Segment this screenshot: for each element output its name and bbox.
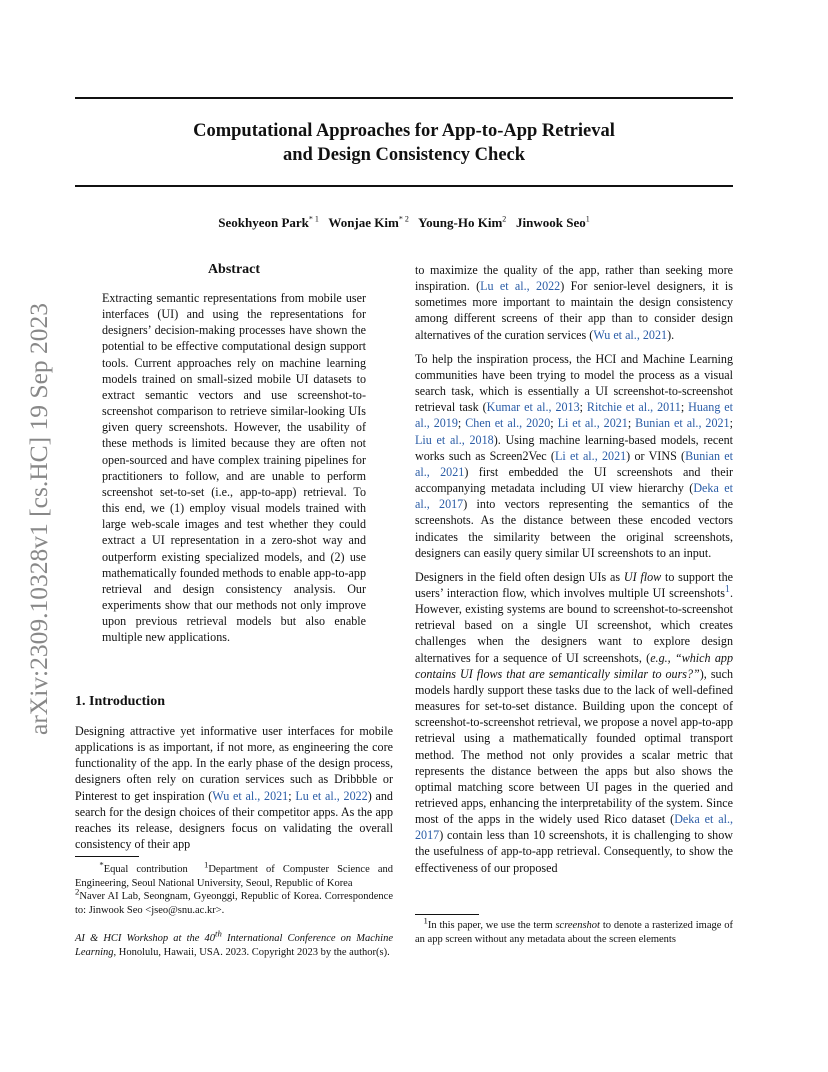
footnote-mark: 2 — [75, 886, 80, 897]
citation-link[interactable]: Bunian et al., 2021 — [415, 448, 733, 479]
right-column — [415, 262, 733, 876]
author-affiliation-mark: * 2 — [398, 214, 409, 224]
section-heading-introduction: 1. Introduction — [75, 694, 165, 709]
author-name: Jinwook Seo — [516, 215, 586, 230]
author-name: Young-Ho Kim — [418, 215, 503, 230]
citation-separator: ; — [288, 788, 296, 803]
citation-link[interactable]: Bunian et al., 2021 — [635, 416, 730, 431]
citation-link[interactable]: Deka et al., 2017 — [415, 481, 733, 512]
footnote-mark: * — [99, 859, 104, 870]
title-line-1: Computational Approaches for App-to-App Retrieval — [193, 121, 615, 141]
workshop-note — [75, 928, 393, 959]
citation-link[interactable]: Wu et al., 2021 — [593, 327, 668, 342]
intro-text-run: Designing attractive yet informative user interfaces for mobile applications is as important, if not more, as engineering the core functionality of the app. In the early phase of the design process, designers often rely on curation services such as Dribbble or Pinterest to get inspiration ( — [75, 724, 393, 803]
citation-link[interactable]: Chen et al., 2020 — [465, 416, 551, 431]
author-affiliation-mark: * 1 — [308, 214, 319, 224]
footnote-mark: 1 — [203, 859, 209, 870]
top-rule — [75, 97, 733, 99]
citation-link[interactable]: Liu et al., 2018 — [415, 432, 494, 447]
citation-link[interactable]: Li et al., 2021 — [557, 416, 628, 431]
citation-link[interactable]: Huang et al., 2019 — [415, 400, 734, 431]
intro-text-run: ) and search for the design choices of their competitor apps. As the app reaches its release, designers focus on validating the overall consistency of their app — [75, 788, 393, 852]
footnote-link[interactable]: 1 — [724, 583, 730, 595]
author-name: Wonjae Kim — [328, 215, 399, 230]
footnote-divider — [75, 856, 139, 857]
body-paragraph: To help the inspiration process, the HCI and Machine Learning communities have been trying to model the process as a visual search task, which is essentially a UI screenshot-to-screenshot retrieval task (Kumar et al., 2013; Ritchie et al., 2011; Huang et al., 2019; Chen et al., 2020; Li et al., 2021; Bunian et al., 2021; Liu et al., 2018). Using machine learning-based models, recent works such as Screen2Vec (Li et al., 2021) or VINS (Bunian et al., 2021) first embedded the UI screenshots and their accompanying metadata including UI view hierarchy (Deka et al., 2017) into vectors representing the semantics of the screenshots. As the distance between these encoded vectors indicates the similarity between the original screenshots, designers can easily query similar UI screenshots to an input. — [415, 351, 734, 560]
citation-link[interactable]: Lu et al., 2022 — [295, 788, 368, 803]
citation-link[interactable]: Ritchie et al., 2011 — [586, 400, 681, 415]
footnote-mark: 1 — [423, 915, 428, 926]
title-bottom-rule — [75, 185, 733, 187]
citation-link[interactable]: Wu et al., 2021 — [212, 788, 289, 803]
citation-link[interactable]: Deka et al., 2017 — [415, 812, 733, 843]
citation-link[interactable]: Lu et al., 2022 — [480, 279, 561, 294]
workshop-location: , Honolulu, Hawaii, USA. 2023. Copyright 2023 by the author(s). — [113, 946, 390, 958]
author-name: Seokhyeon Park — [218, 215, 309, 230]
body-paragraph: Designers in the field often design UIs as UI flow to support the users’ interaction flow, which involves multiple UI screenshots$^1$. However, existing systems are bound to screenshot-to-screenshot retrieval based on a single UI screenshot, which creates challenges when the designers want to explore design alternatives for a sequence of UI screenshots, (e.g., “which app contains UI flows that are semantically similar to ours?”), such models hardly support these tasks due to the lack of well-defined measures for set-to-set distance. Building upon the concept of screenshot-to-screenshot retrieval, we propose a novel app-to-app retrieval using a mathematically founded optimal transport method. The method not only provides a scalar metric that represents the distance between the apps but also shows the optimal matching score between UI pages in the queried and retrieved apps, enhancing the interpretability of the system. Since most of the apps in the widely used Rico dataset (Deka et al., 2017) contain less than 10 screenshots, it is challenging to show the usefulness of app-to-app retrieval. Consequently, to show the effectiveness of our proposed — [415, 569, 734, 875]
footnote-affiliation-1: Department of Compuster Science and Engineering, Seoul National University, Seoul, Republic of Korea — [75, 864, 394, 889]
author-affiliation-mark: 2 — [502, 214, 507, 224]
paper-title — [75, 119, 733, 167]
abstract-heading: Abstract — [207, 262, 261, 277]
footnote-equal-contribution: Equal contribution — [103, 864, 188, 875]
citation-link[interactable]: Kumar et al., 2013 — [486, 400, 580, 415]
screenshot-footnote: $^1$In this paper, we use the term screenshot to denote a rasterized image of an app screen without any metadata about the screen elements — [415, 915, 733, 945]
author-list — [75, 214, 733, 232]
workshop-venue: AI & HCI Workshop at the 40th International Conference on Machine Learning — [75, 928, 393, 958]
footnote-affiliation-2: Naver AI Lab, Seongnam, Gyeonggi, Republic of Korea. Correspondence to: Jinwook Seo <jseo@snu.ac.kr>. — [75, 891, 393, 916]
body-paragraph: to maximize the quality of the app, rather than seeking more inspiration. (Lu et al., 2022) For senior-level designers, it is sometimes more important to maintain the design consistency among different screens of their app than to consider design alternatives of the curation services (Wu et al., 2021). — [415, 263, 733, 342]
citation-link[interactable]: Li et al., 2021 — [554, 448, 627, 463]
arxiv-identifier: arXiv:2309.10328v1 [cs.HC] 19 Sep 2023 — [24, 302, 53, 735]
intro-paragraph — [75, 723, 393, 852]
affiliation-footnote — [75, 859, 394, 917]
abstract-text: Extracting semantic representations from mobile user interfaces (UI) and using the representations for designers’ decision-making processes have shown the potential to be effective computational design support tools. Current approaches rely on machine learning models trained on small-sized mobile UI datasets to extract semantic vectors and use screenshot-to-screenshot comparison to retrieve similar-looking UIs given query screenshots. However, the usability of these methods is limited because they are often not open-sourced and have complex training pipelines for practitioners to follow, and are unable to perform screenshot set-to-set (i.e., app-to-app) retrieval. To this end, we (1) employ visual models trained with large web-scale images and test whether they could extract a UI representation in a zero-shot way and outperform existing specialized models, and (2) use mathematically founded methods to enable app-to-app retrieval and design consistency analysis. Our experiments show that our methods not only improve upon previous retrieval models but also enable multiple new applications. — [102, 291, 366, 645]
title-line-2: and Design Consistency Check — [282, 145, 526, 165]
author-affiliation-mark: 1 — [585, 214, 590, 224]
